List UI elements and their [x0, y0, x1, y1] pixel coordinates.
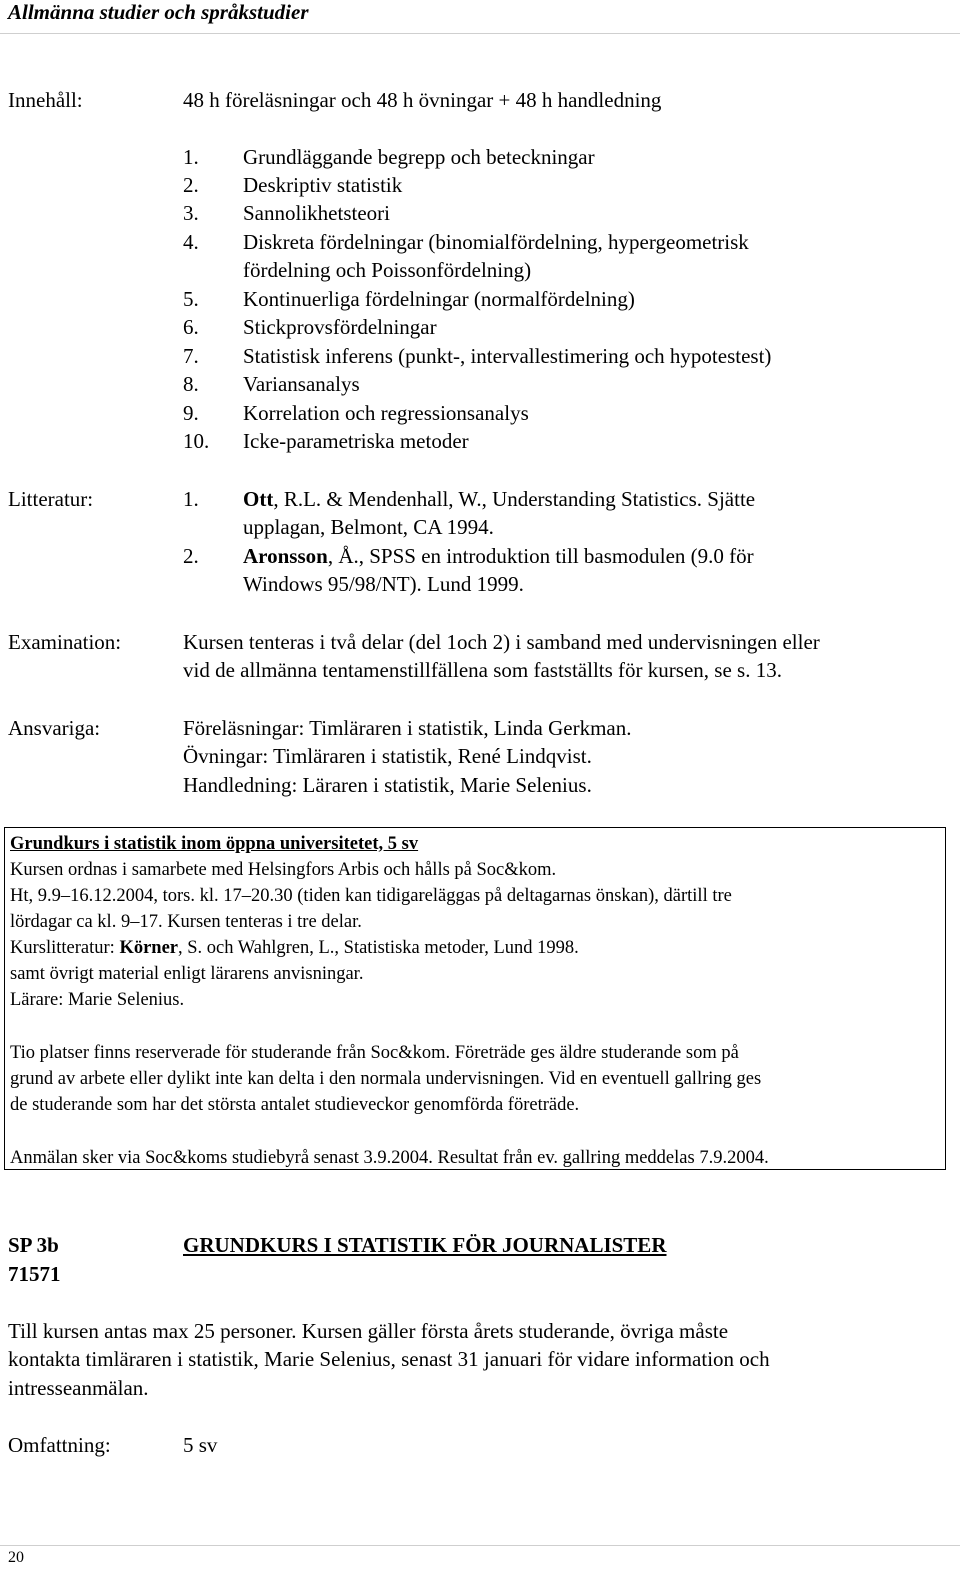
examination-text: vid de allmänna tentamenstillfällena som fastställts för kursen, se s. 13. [183, 658, 782, 682]
reference-author: Aronsson [243, 544, 328, 568]
list-item: Sannolikhetsteori [243, 201, 390, 225]
examination-label: Examination: [8, 630, 122, 654]
literature-label: Litteratur: [8, 487, 94, 511]
list-item-number: 9. [183, 401, 199, 425]
list-item: Statistisk inferens (punkt-, intervallestimering och hypotestest) [243, 344, 772, 368]
list-item: Grundläggande begrepp och beteckningar [243, 145, 595, 169]
notice-line: lördagar ca kl. 9–17. Kursen tenteras i tre delar. [10, 912, 362, 932]
notice-teacher: Lärare: Marie Selenius. [10, 990, 185, 1010]
notice-registration: Anmälan sker via Soc&koms studiebyrå senast 3.9.2004. Resultat från ev. gallring meddelas 7.9.2004. [10, 1148, 769, 1168]
open-university-notice-box [4, 827, 946, 1170]
course-description: Till kursen antas max 25 personer. Kursen gäller första årets studerande, övriga måste [8, 1319, 729, 1343]
notice-paragraph: Tio platser finns reserverade för studerande från Soc&kom. Företräde ges äldre studerande som på [10, 1043, 739, 1063]
list-item-number: 7. [183, 344, 199, 368]
notice-title: Grundkurs i statistik inom öppna universitetet, 5 sv [10, 834, 419, 854]
examination-text: Kursen tenteras i två delar (del 1och 2) i samband med undervisningen eller [183, 630, 820, 654]
reference-text: , R.L. & Mendenhall, W., Understanding Statistics. Sjätte [273, 487, 756, 511]
reference-1 [243, 485, 755, 514]
notice-line: Ht, 9.9–16.12.2004, tors. kl. 17–20.30 (tiden kan tidigareläggas på deltagarnas önskan), därtill tre [10, 886, 732, 906]
list-item-number: 10. [183, 429, 210, 453]
list-item: Diskreta fördelningar (binomialfördelning, hypergeometrisk [243, 230, 749, 254]
scope-value: 5 sv [183, 1433, 218, 1457]
content-intro: 48 h föreläsningar och 48 h övningar + 48 h handledning [183, 88, 662, 112]
reference-2 [243, 542, 754, 571]
list-item-number: 2. [183, 173, 199, 197]
list-item: Icke-parametriska metoder [243, 429, 469, 453]
list-item-number: 1. [183, 145, 199, 169]
course-title: GRUNDKURS I STATISTIK FÖR JOURNALISTER [183, 1233, 667, 1257]
notice-literature-rest: , S. och Wahlgren, L., Statistiska metoder, Lund 1998. [178, 938, 579, 958]
list-item-number: 4. [183, 230, 199, 254]
reference-1-continuation: upplagan, Belmont, CA 1994. [243, 515, 494, 539]
reference-2-continuation: Windows 95/98/NT). Lund 1999. [243, 572, 524, 596]
notice-literature-prefix: Kurslitteratur: [10, 938, 120, 958]
reference-author: Ott [243, 487, 274, 511]
notice-paragraph: grund av arbete eller dylikt inte kan delta i den normala undervisningen. Vid en eventuell gallring ges [10, 1069, 762, 1089]
content-label: Innehåll: [8, 88, 83, 112]
list-item-number: 5. [183, 287, 199, 311]
reference-number: 1. [183, 487, 199, 511]
notice-line: samt övrigt material enligt lärarens anvisningar. [10, 964, 364, 984]
responsible-exercises: Övningar: Timläraren i statistik, René Lindqvist. [183, 744, 592, 768]
reference-text: , Å., SPSS en introduktion till basmodulen (9.0 för [327, 544, 754, 568]
course-code: SP 3b [8, 1233, 59, 1257]
responsible-label: Ansvariga: [8, 716, 101, 740]
notice-paragraph: de studerande som har det största antalet studieveckor genomförda företräde. [10, 1095, 580, 1115]
list-item: Kontinuerliga fördelningar (normalfördelning) [243, 287, 635, 311]
notice-literature [10, 935, 579, 961]
course-description: intresseanmälan. [8, 1376, 149, 1400]
list-item-number: 3. [183, 201, 199, 225]
course-description: kontakta timläraren i statistik, Marie Selenius, senast 31 januari för vidare information och [8, 1347, 770, 1371]
course-number: 71571 [8, 1262, 61, 1286]
page-header [0, 0, 960, 34]
list-item-continuation: fördelning och Poissonfördelning) [243, 258, 532, 282]
notice-line: Kursen ordnas i samarbete med Helsingfors Arbis och hålls på Soc&kom. [10, 860, 557, 880]
list-item: Korrelation och regressionsanalys [243, 401, 529, 425]
section-title: Allmänna studier och språkstudier [8, 0, 309, 24]
reference-number: 2. [183, 544, 199, 568]
list-item: Stickprovsfördelningar [243, 315, 437, 339]
list-item-number: 6. [183, 315, 199, 339]
notice-literature-author: Körner [119, 938, 178, 958]
page-number: 20 [8, 1549, 24, 1566]
list-item: Deskriptiv statistik [243, 173, 403, 197]
responsible-lectures: Föreläsningar: Timläraren i statistik, Linda Gerkman. [183, 716, 632, 740]
list-item: Variansanalys [243, 372, 360, 396]
responsible-tutoring: Handledning: Läraren i statistik, Marie Selenius. [183, 773, 592, 797]
footer-divider [0, 1545, 960, 1546]
list-item-number: 8. [183, 372, 199, 396]
scope-label: Omfattning: [8, 1433, 111, 1457]
